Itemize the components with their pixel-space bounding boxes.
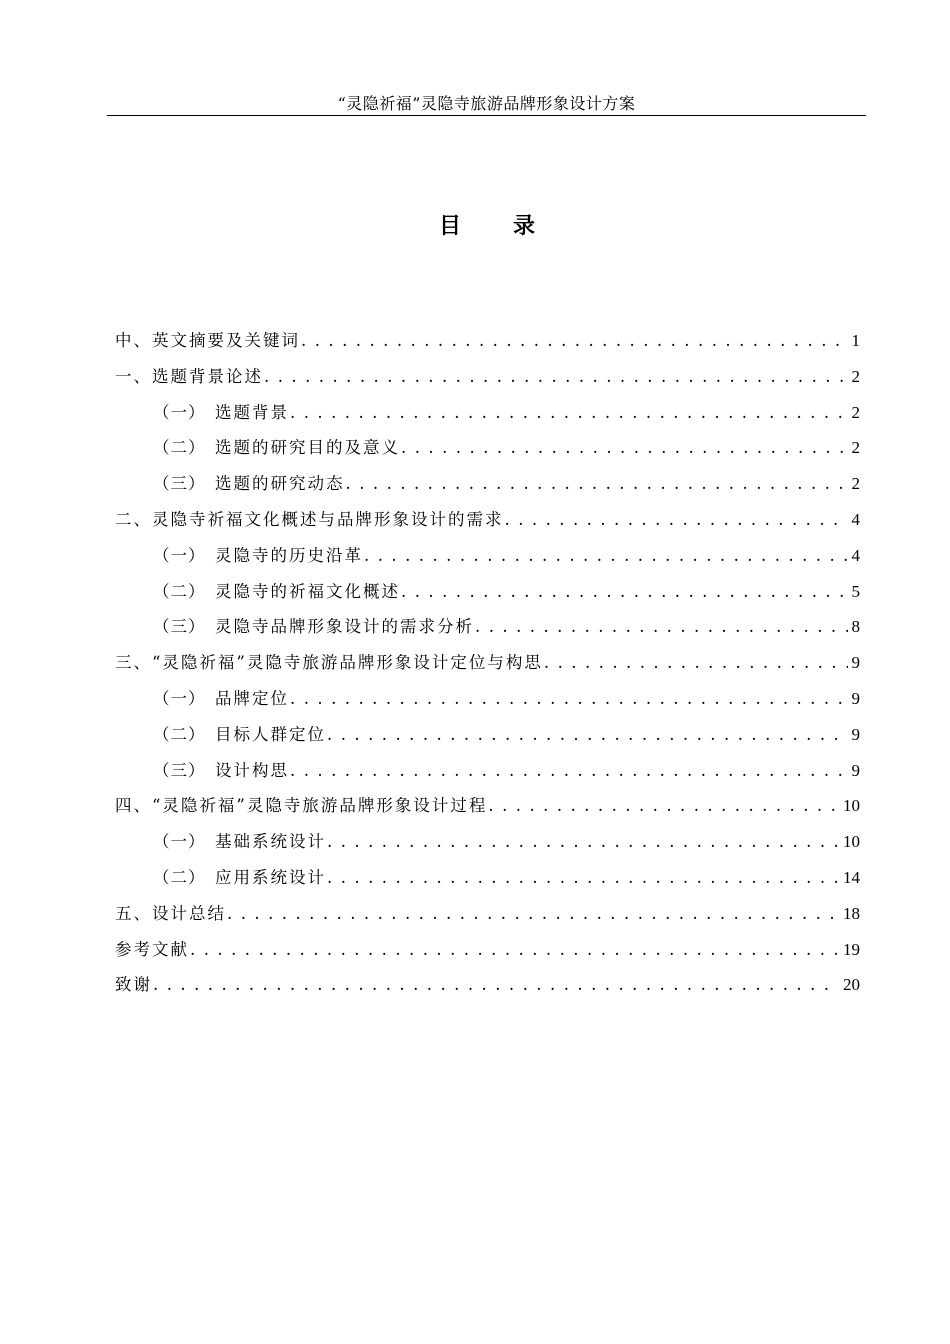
toc-title — [107, 210, 867, 242]
toc-title-left: 目 — [438, 213, 461, 239]
toc-entry[interactable] — [115, 896, 860, 932]
toc-entry-page: 2 — [851, 366, 860, 386]
toc-subentry[interactable] — [115, 430, 860, 466]
toc-entry-label: 中、英文摘要及关键词 — [115, 331, 300, 350]
toc-subentry[interactable] — [115, 466, 860, 502]
toc-entry-label: 三、“灵隐祈福”灵隐寺旅游品牌形象设计定位与构思 — [115, 653, 543, 673]
toc-dot-leader — [364, 538, 848, 574]
toc-entry-label: 一、选题背景论述 — [115, 366, 263, 386]
toc-dot-leader — [290, 395, 848, 431]
toc-dot-leader — [401, 430, 848, 466]
toc-entry-page: 14 — [843, 867, 860, 887]
toc-dot-leader — [544, 645, 848, 681]
toc-dot-leader — [475, 609, 848, 645]
toc-subentry[interactable] — [115, 609, 860, 645]
toc-entry-label: 基础系统设计 — [215, 832, 326, 852]
toc-dot-leader — [227, 896, 839, 932]
toc-dot-leader — [290, 681, 848, 717]
toc-entry-page: 4 — [851, 545, 860, 565]
toc-entry-prefix: （三） — [153, 474, 206, 494]
toc-entry-prefix: （二） — [153, 581, 206, 601]
toc-entry-prefix: （三） — [153, 760, 206, 780]
toc-entry-label: 品牌定位 — [215, 688, 289, 708]
toc-subentry[interactable] — [115, 753, 860, 789]
toc-entry-page: 18 — [843, 903, 860, 923]
toc-dot-leader — [505, 502, 848, 538]
toc-dot-leader — [401, 574, 848, 610]
toc-entry-page: 2 — [851, 474, 860, 494]
toc-entry-page: 5 — [851, 581, 860, 601]
toc-entry-label: 应用系统设计 — [215, 867, 326, 887]
toc-entry-page: 10 — [843, 796, 860, 816]
toc-entry-label: 选题背景 — [215, 402, 289, 422]
header-rule — [107, 115, 866, 116]
toc-entry-prefix: （一） — [153, 832, 206, 852]
toc-subentry[interactable] — [115, 574, 860, 610]
toc-dot-leader — [290, 753, 848, 789]
toc-entry-label: 致谢 — [115, 975, 152, 995]
toc-entry-prefix: （一） — [153, 688, 206, 708]
toc-entry-label: 灵隐寺的祈福文化概述 — [215, 581, 400, 601]
toc-entry-prefix: （二） — [153, 724, 206, 744]
toc-entry-page: 2 — [851, 438, 860, 458]
toc-dot-leader — [153, 967, 839, 1003]
toc-entry-page: 9 — [851, 760, 860, 780]
header-title: “灵隐祈福”灵隐寺旅游品牌形象设计方案 — [337, 94, 636, 113]
toc-dot-leader — [346, 466, 848, 502]
toc-subentry[interactable] — [115, 395, 860, 431]
toc-entry-prefix: （一） — [153, 402, 206, 422]
toc-entry-label: 灵隐寺品牌形象设计的需求分析 — [215, 617, 474, 637]
toc-entry[interactable] — [115, 932, 860, 968]
toc-entry-page: 2 — [851, 402, 860, 422]
toc-entry-page: 19 — [843, 939, 860, 959]
toc-entry-page: 8 — [851, 617, 860, 637]
toc-entry-page: 9 — [851, 724, 860, 744]
toc-entry-label: 设计构思 — [215, 760, 289, 780]
toc-entry-label: 选题的研究目的及意义 — [215, 438, 400, 458]
toc-entry-label: 目标人群定位 — [215, 724, 326, 744]
toc-dot-leader — [301, 323, 848, 359]
toc-entry-prefix: （三） — [153, 617, 206, 637]
toc-dot-leader — [327, 860, 839, 896]
toc-subentry[interactable] — [115, 860, 860, 896]
toc-entry-label: 四、“灵隐祈福”灵隐寺旅游品牌形象设计过程 — [115, 796, 488, 816]
toc-entry[interactable] — [115, 967, 860, 1003]
toc-subentry[interactable] — [115, 538, 860, 574]
toc-entry[interactable] — [115, 788, 860, 824]
toc-title-right: 录 — [513, 213, 536, 239]
toc-entry-label: 灵隐寺的历史沿革 — [215, 545, 363, 565]
toc-entry-page: 4 — [851, 509, 860, 529]
toc-entry-prefix: （二） — [153, 867, 206, 887]
toc-subentry[interactable] — [115, 681, 860, 717]
toc-dot-leader — [190, 932, 839, 968]
toc-entry-page: 10 — [843, 832, 860, 852]
toc-entry[interactable] — [115, 645, 860, 681]
toc-entry-label: 二、灵隐寺祈福文化概述与品牌形象设计的需求 — [115, 509, 504, 529]
toc-entry-page: 9 — [851, 653, 860, 673]
toc-entry-prefix: （二） — [153, 438, 206, 458]
toc-entry-page: 9 — [851, 688, 860, 708]
toc-entry-page: 1 — [851, 331, 860, 350]
toc-subentry[interactable] — [115, 717, 860, 753]
toc-entry-label: 五、设计总结 — [115, 903, 226, 923]
toc-entry-prefix: （一） — [153, 545, 206, 565]
toc-dot-leader — [327, 824, 839, 860]
table-of-contents — [115, 323, 860, 1003]
toc-entry-label: 选题的研究动态 — [215, 474, 345, 494]
toc-entry[interactable] — [115, 502, 860, 538]
toc-dot-leader — [327, 717, 848, 753]
toc-entry-page: 20 — [843, 975, 860, 995]
toc-dot-leader — [264, 359, 848, 395]
toc-dot-leader — [488, 788, 839, 824]
toc-entry-label: 参考文献 — [115, 939, 189, 959]
toc-entry[interactable] — [115, 359, 860, 395]
toc-subentry[interactable] — [115, 824, 860, 860]
toc-entry[interactable] — [115, 323, 860, 359]
